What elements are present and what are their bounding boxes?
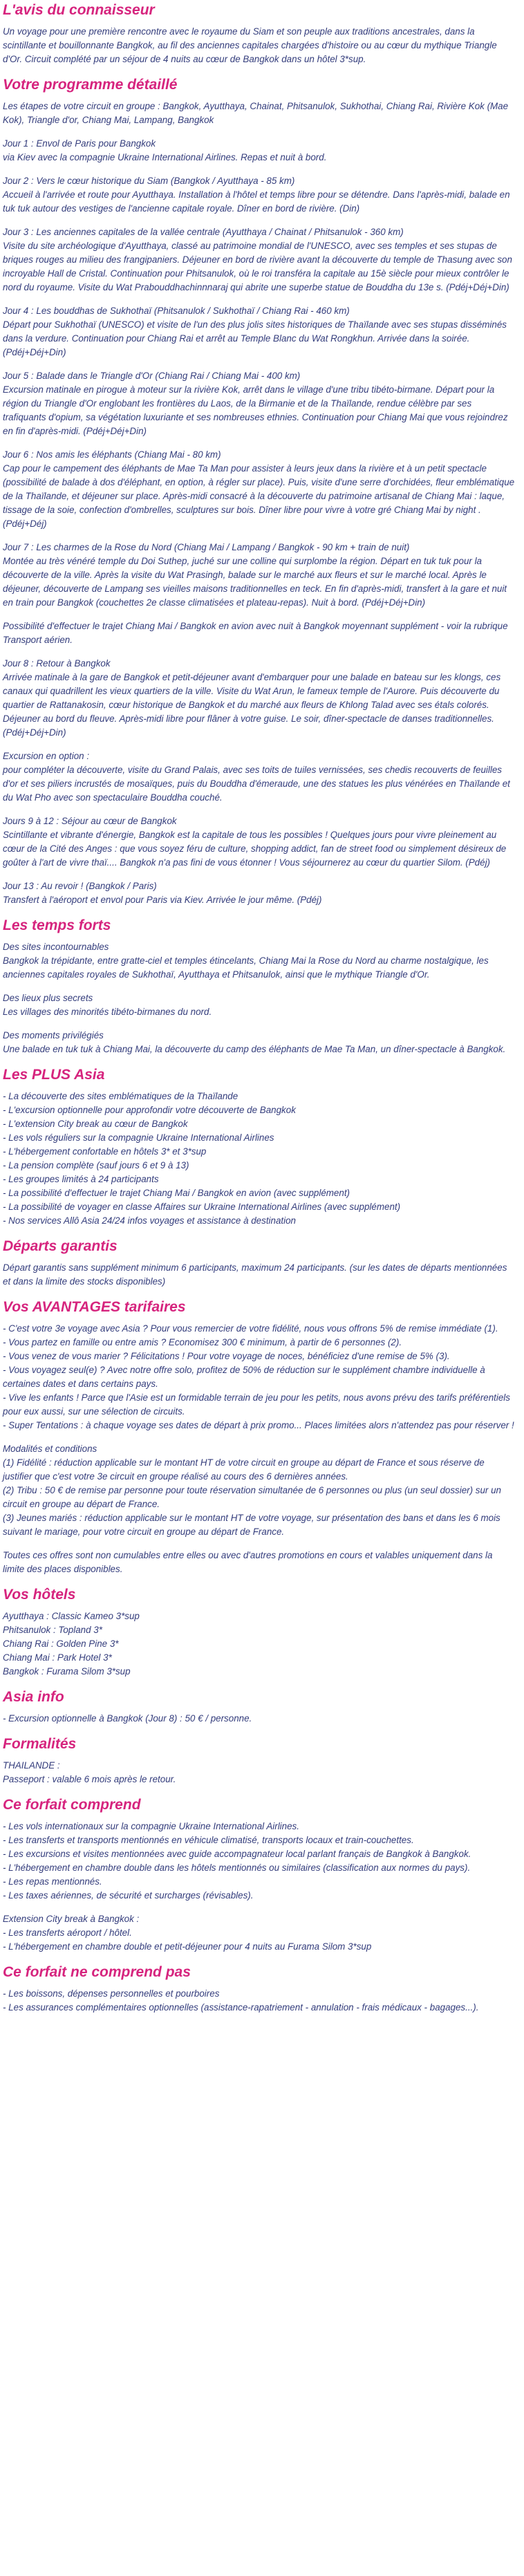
text-line: (2) Tribu : 50 € de remise par personne pour toute réservation simultanée de 6 personnes ou plus (un seul dossier) sur un circuit en groupe au départ de France. (3, 1485, 502, 1509)
text-line: Excursion en option : (3, 751, 90, 761)
text-line: - L'hébergement en chambre double et petit-déjeuner pour 4 nuits au Furama Silom 3*sup (3, 1941, 372, 1952)
text-line: Jour 13 : Au revoir ! (Bangkok / Paris) (3, 881, 157, 891)
text-line: Scintillante et vibrante d'énergie, Bangkok est la capitale de tous les possibles ! Quelques jours pour vivre pleinement au cœur de la Cité des Anges : que vous soyez féru de culture, shopping addict, fan de street food ou simplement désireux de goûter à l'art de vivre thaï.... Bangkok n'a pas fini de vous étonner ! Vous séjournerez au cœur du quartier Silom. (Pdéj) (3, 830, 507, 868)
text-line: - L'hébergement confortable en hôtels 3* et 3*sup (3, 1146, 207, 1157)
text-line: - Les vols internationaux sur la compagnie Ukraine International Airlines. (3, 1821, 299, 1831)
section-title: L'avis du connaisseur (3, 2, 155, 18)
text-line: Visite du site archéologique d'Ayutthaya, classé au patrimoine mondial de l'UNESCO, avec ses temples et ses stupas de briques rouges au milieu des frangipaniers. Déjeuner en bord de rivière avant la découverte du temple de Thasung avec son incroyable Hall de Cristal. Continuation pour Phitsanulok, où le roi transféra la capitale au 15è siècle pour mieux contrôler le nord du royaume. Visite du Wat Prabouddhachinnnaraj qui abrite une superbe statue de Bouddha du 13e s. (Pdéj+Déj+Din) (3, 241, 512, 292)
text-line: - Nos services Allô Asia 24/24 infos voyages et assistance à destination (3, 1215, 297, 1226)
text-line: Transfert à l'aéroport et envol pour Paris via Kiev. Arrivée le jour même. (Pdéj) (3, 895, 322, 905)
paragraph (3, 369, 516, 438)
text-line: - Les boissons, dépenses personnelles et pourboires (3, 1988, 220, 1999)
section-title: Vos AVANTAGES tarifaires (3, 1299, 186, 1315)
paragraph (3, 1820, 516, 1903)
text-line: Ayutthaya : Classic Kameo 3*sup (3, 1611, 140, 1621)
paragraph (3, 1029, 516, 1056)
text-line: Cap pour le campement des éléphants de Mae Ta Man pour assister à leurs jeux dans la rivière et à un petit spectacle (possibilité de balade à dos d'éléphant, en option, à régler sur place). Puis, visite d'une serre d'orchidées, fleur emblématique de la Thaïlande, et déjeuner sur place. Après-midi consacré à la découverte du patrimoine artisanal de Chiang Mai : laque, tissage de la soie, confection d'ombrelles, sculptures sur bois. Dîner libre pour vivre à votre gré Chiang Mai by night . (Pdéj+Déj) (3, 463, 515, 529)
section-title: Vos hôtels (3, 1587, 76, 1603)
text-line: Les villages des minorités tibéto-birmanes du nord. (3, 1007, 212, 1017)
paragraph (3, 1090, 516, 1228)
text-line: - Les groupes limités à 24 participants (3, 1174, 159, 1184)
text-line: - Super Tentations : à chaque voyage ses dates de départ à prix promo... Places limitées alors n'attendez pas pour réserver ! (3, 1420, 514, 1430)
text-line: - Les assurances complémentaires optionnelles (assistance-rapatriement - annulation - frais médicaux - bagages...). (3, 2002, 479, 2013)
paragraph (3, 940, 516, 982)
paragraph (3, 1442, 516, 1539)
text-line: Passeport : valable 6 mois après le retour. (3, 1774, 176, 1784)
text-line: - La pension complète (sauf jours 6 et 9 à 13) (3, 1160, 189, 1170)
text-line: Jour 7 : Les charmes de la Rose du Nord (Chiang Mai / Lampang / Bangkok - 90 km + train de nuit) (3, 542, 410, 552)
text-line: Jour 4 : Les bouddhas de Sukhothaï (Phitsanulok / Sukhothaï / Chiang Rai - 460 km) (3, 306, 350, 316)
text-line: - Les vols réguliers sur la compagnie Ukraine International Airlines (3, 1132, 274, 1143)
text-line: Accueil à l'arrivée et route pour Ayutthaya. Installation à l'hôtel et temps libre pour se détendre. Dans l'après-midi, balade en tuk tuk autour des vestiges de l'ancienne capitale royale. Dîner en bord de rivière. (Din) (3, 189, 510, 214)
paragraph (3, 1759, 516, 1786)
section-title: Départs garantis (3, 1238, 118, 1254)
text-line: Excursion matinale en pirogue à moteur sur la rivière Kok, arrêt dans le village d'une tribu tibéto-birmane. Départ pour la région du Triangle d'Or englobant les frontières du Laos, de la Birmanie et de la Thaïlande, rendue célèbre par ses trafiquants d'opium, sa végétation luxuriante et ses nombreuses ethnies. Continuation pour Chiang Mai que vous rejoindrez en fin d'après-midi. (Pdéj+Déj+Din) (3, 384, 508, 436)
paragraph (3, 1912, 516, 1954)
section-title: Ce forfait comprend (3, 1797, 141, 1813)
paragraph (3, 1987, 516, 2015)
section-title: Ce forfait ne comprend pas (3, 1964, 191, 1980)
text-line: Jour 5 : Balade dans le Triangle d'Or (Chiang Rai / Chiang Mai - 400 km) (3, 371, 301, 381)
paragraph (3, 448, 516, 531)
text-line: Jour 8 : Retour à Bangkok (3, 658, 111, 669)
text-line: - Les taxes aériennes, de sécurité et surcharges (révisables). (3, 1890, 254, 1901)
text-line: - La découverte des sites emblématiques de la Thaïlande (3, 1091, 238, 1101)
section-title: Les PLUS Asia (3, 1067, 105, 1083)
text-line: Jour 2 : Vers le cœur historique du Siam (Bangkok / Ayutthaya - 85 km) (3, 176, 295, 186)
text-line: - Les transferts aéroport / hôtel. (3, 1928, 132, 1938)
text-line: (1) Fidélité : réduction applicable sur le montant HT de votre circuit en groupe au départ de France et sous réserve de justifier que c'est votre 3e circuit en groupe réalisé au cours des 6 dernières années. (3, 1457, 485, 1482)
text-line: Des moments privilégiés (3, 1030, 104, 1040)
section (3, 1238, 516, 1289)
paragraph (3, 1609, 516, 1679)
paragraph (3, 174, 516, 216)
section (3, 1796, 516, 1954)
section (3, 1688, 516, 1726)
text-line: Chiang Rai : Golden Pine 3* (3, 1639, 119, 1649)
text-line: - Vous venez de vous marier ? Félicitations ! Pour votre voyage de noces, bénéficiez d'une remise de 5% (3). (3, 1351, 450, 1361)
text-line: - Les repas mentionnés. (3, 1876, 102, 1887)
text-line: Des sites incontournables (3, 942, 109, 952)
section-title: Votre programme détaillé (3, 77, 178, 93)
text-line: - Vous partez en famille ou entre amis ? Economisez 300 € minimum, à partir de 6 personnes (2). (3, 1337, 402, 1347)
text-line: - L'excursion optionnelle pour approfondir votre découverte de Bangkok (3, 1105, 296, 1115)
paragraph (3, 619, 516, 647)
paragraph (3, 100, 516, 127)
text-line: Montée au très vénéré temple du Doi Suthep, juché sur une colline qui surplombe la région. Départ en tuk tuk pour la découverte de la ville. Après la visite du Wat Prasingh, balade sur le marché aux fleurs et sur le marché local. Après le déjeuner, découverte de Lampang ses vieilles maisons traditionnelles en teck. En fin d'après-midi, transfert à la gare et nuit en train pour Bangkok (couchettes 2e classe climatisées et plateau-repas). Nuit à bord. (Pdéj+Déj+Din) (3, 556, 507, 608)
section-title: Formalités (3, 1736, 77, 1752)
paragraph (3, 1712, 516, 1726)
text-line: Des lieux plus secrets (3, 993, 93, 1003)
paragraph (3, 1549, 516, 1576)
paragraph (3, 25, 516, 66)
text-line: Jours 9 à 12 : Séjour au cœur de Bangkok (3, 816, 177, 826)
section (3, 917, 516, 1056)
text-line: Bangkok : Furama Silom 3*sup (3, 1666, 131, 1677)
text-line: Une balade en tuk tuk à Chiang Mai, la découverte du camp des éléphants de Mae Ta Man, un dîner-spectacle à Bangkok. (3, 1044, 506, 1054)
paragraph (3, 304, 516, 360)
section (3, 1, 516, 66)
paragraph (3, 749, 516, 805)
text-line: - Les transferts et transports mentionnés en véhicule climatisé, transports locaux et train-couchettes. (3, 1835, 414, 1845)
text-line: - L'hébergement en chambre double dans les hôtels mentionnés ou similaires (classification aux normes du pays). (3, 1863, 471, 1873)
text-line: - Les excursions et visites mentionnées avec guide accompagnateur local parlant français de Bangkok à Bangkok. (3, 1849, 471, 1859)
text-line: Toutes ces offres sont non cumulables entre elles ou avec d'autres promotions en cours et valables uniquement dans la limite des places disponibles. (3, 1550, 493, 1574)
paragraph (3, 137, 516, 165)
text-line: Bangkok la trépidante, entre gratte-ciel et temples étincelants, Chiang Mai la Rose du Nord au charme nostalgique, les anciennes capitales royales de Sukhothaï, Ayutthaya et Phitsanulok, ainsi que le mythique Triangle d'Or. (3, 955, 489, 980)
paragraph (3, 814, 516, 870)
paragraph (3, 1261, 516, 1289)
section (3, 1735, 516, 1786)
text-line: - L'extension City break au cœur de Bangkok (3, 1119, 188, 1129)
text-line: Jour 6 : Nos amis les éléphants (Chiang Mai - 80 km) (3, 449, 221, 460)
paragraph (3, 1322, 516, 1432)
text-line: THAILANDE : (3, 1760, 60, 1771)
section (3, 76, 516, 907)
section-title: Les temps forts (3, 917, 111, 933)
text-line: - C'est votre 3e voyage avec Asia ? Pour vous remercier de votre fidélité, nous vous offrons 5% de remise immédiate (1). (3, 1323, 498, 1334)
text-line: - Vive les enfants ! Parce que l'Asie est un formidable terrain de jeu pour les petits, nous avons prévu des tarifs préférentiels pour eux aussi, sur une sélection de circuits. (3, 1392, 510, 1417)
paragraph (3, 541, 516, 610)
text-line: via Kiev avec la compagnie Ukraine International Airlines. Repas et nuit à bord. (3, 152, 327, 162)
text-line: Chiang Mai : Park Hotel 3* (3, 1652, 112, 1663)
text-line: Un voyage pour une première rencontre avec le royaume du Siam et son peuple aux traditions ancestrales, dans la scintillante et bouillonnante Bangkok, au fil des anciennes capitales chargées d'histoire ou au cœur du mythique Triangle d'Or. Circuit complété par un séjour de 4 nuits au cœur de Bangkok dans un hôtel 3*sup. (3, 26, 497, 64)
text-line: (3) Jeunes mariés : réduction applicable sur le montant HT de votre voyage, sur présentation des bans et dans les 6 mois suivant le mariage, pour votre circuit en groupe au départ de France. (3, 1513, 500, 1537)
section (3, 1298, 516, 1576)
text-line: - La possibilité d'effectuer le trajet Chiang Mai / Bangkok en avion (avec supplément) (3, 1188, 350, 1198)
text-line: Jour 3 : Les anciennes capitales de la vallée centrale (Ayutthaya / Chainat / Phitsanulok - 360 km) (3, 227, 404, 237)
text-line: - Vous voyagez seul(e) ? Avec notre offre solo, profitez de 50% de réduction sur le supplément chambre individuelle à certaines dates et dans certains pays. (3, 1365, 485, 1389)
text-line: pour compléter la découverte, visite du Grand Palais, avec ses toits de tuiles vernissées, ses chedis recouverts de feuilles d'or et ses piliers incrustés de mosaïques, puis du Bouddha d'émeraude, une des statues les plus vénérées en Thaïlande et du Wat Pho avec son spectaculaire Bouddha couché. (3, 765, 510, 803)
text-line: Extension City break à Bangkok : (3, 1914, 140, 1924)
text-line: Modalités et conditions (3, 1444, 97, 1454)
text-line: - Excursion optionnelle à Bangkok (Jour 8) : 50 € / personne. (3, 1713, 252, 1724)
section (3, 1963, 516, 2015)
text-line: Départ pour Sukhothaï (UNESCO) et visite de l'un des plus jolis sites historiques de Thaïlande avec ses stupas disséminés dans la verdure. Continuation pour Chiang Rai et arrêt au Temple Blanc du Wat Rongkhun. Arrivée dans la soirée. (Pdéj+Déj+Din) (3, 319, 507, 357)
section-title: Asia info (3, 1689, 64, 1705)
paragraph (3, 225, 516, 295)
text-line: - La possibilité de voyager en classe Affaires sur Ukraine International Airlines (avec supplément) (3, 1202, 401, 1212)
paragraph (3, 879, 516, 907)
paragraph (3, 657, 516, 740)
text-line: Les étapes de votre circuit en groupe : Bangkok, Ayutthaya, Chainat, Phitsanulok, Sukhothai, Chiang Rai, Rivière Kok (Mae Kok), Triangle d'or, Chiang Mai, Lampang, Bangkok (3, 101, 509, 125)
text-line: Arrivée matinale à la gare de Bangkok et petit-déjeuner avant d'embarquer pour une balade en bateau sur les klongs, ces canaux qui quadrillent les vieux quartiers de la ville. Visite du Wat Arun, le fameux temple de l'Aurore. Puis découverte du quartier de Rattanakosin, cœur historique de Bangkok et du marché aux fleurs de Khlong Talad avec ses étals colorés. Déjeuner au bord du fleuve. Après-midi libre pour flâner à votre guise. Le soir, dîner-spectacle de danses traditionnelles. (Pdéj+Déj+Din) (3, 672, 501, 738)
section (3, 1066, 516, 1228)
text-line: Jour 1 : Envol de Paris pour Bangkok (3, 138, 156, 149)
text-line: Départ garantis sans supplément minimum 6 participants, maximum 24 participants. (sur les dates de départs mentionnées et dans la limite des stocks disponibles) (3, 1262, 507, 1287)
section (3, 1586, 516, 1679)
paragraph (3, 991, 516, 1019)
text-line: Phitsanulok : Topland 3* (3, 1625, 102, 1635)
text-line: Possibilité d'effectuer le trajet Chiang Mai / Bangkok en avion avec nuit à Bangkok moyennant supplément - voir la rubrique Transport aérien. (3, 621, 508, 645)
